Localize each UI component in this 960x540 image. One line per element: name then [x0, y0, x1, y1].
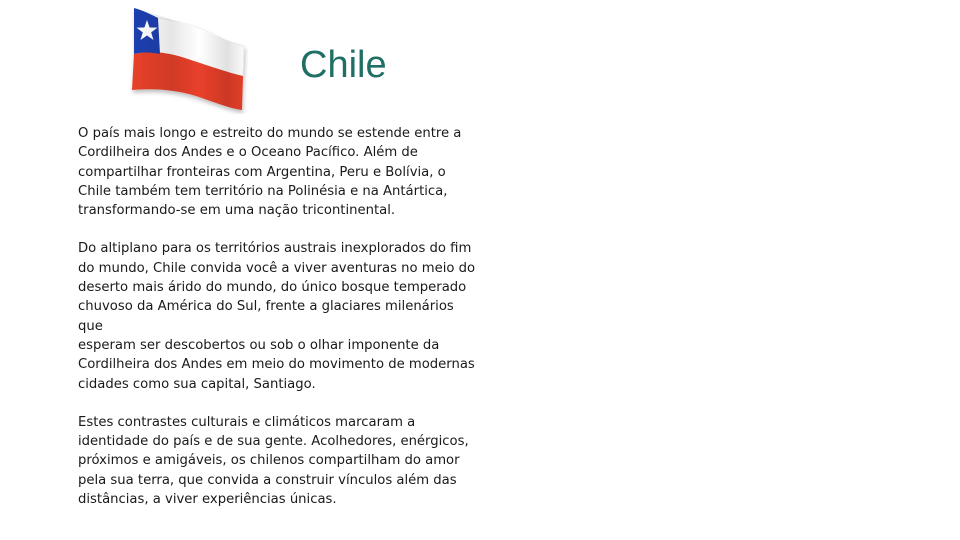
chile-flag-icon	[126, 6, 248, 114]
body-text	[78, 124, 478, 528]
paragraph-1: O país mais longo e estreito do mundo se estende entre a Cordilheira dos Andes e o Oceano Pacífico. Além de compartilhar fronteiras com Argentina, Peru e Bolívia, o Chile também tem território na Polinésia e na Antártica, transformando-se em uma nação tricontinental.	[78, 126, 462, 219]
paragraph-2: Do altiplano para os territórios austrais inexplorados do fim do mundo, Chile convida você a viver aventuras no meio do deserto mais árido do mundo, do único bosque temperado chuvoso da América do Sul, frente a glaciares milenários que esperam ser descobertos ou sob o olhar imponente da Cordilheira dos Andes em meio do movimento de modernas cidades como sua capital, Santiago.	[78, 241, 476, 392]
paragraph-3: Estes contrastes culturais e climáticos marcaram a identidade do país e de sua gente. Acolhedores, enérgicos, próximos e amigáveis, os chilenos compartilham do amor pela sua terra, que convida a construir vínculos além das distâncias, a viver experiências únicas.	[78, 414, 469, 508]
page-title: Chile	[300, 44, 387, 86]
